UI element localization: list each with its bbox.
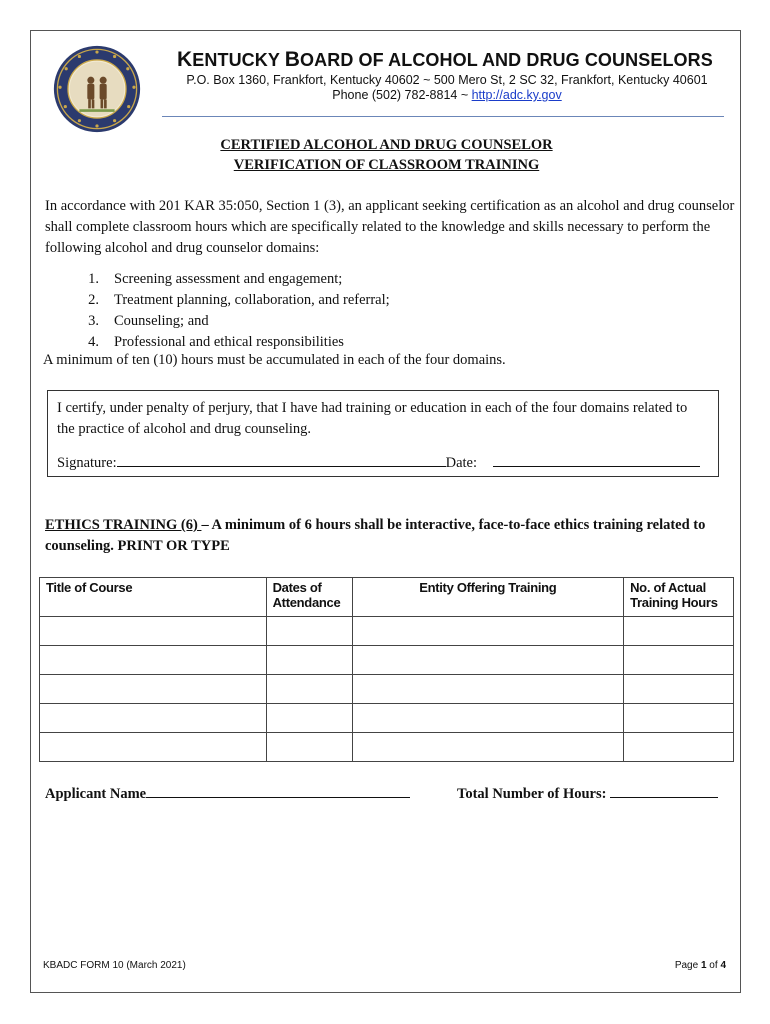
list-item: 3. Counseling; and <box>88 313 209 329</box>
entity-cell[interactable] <box>352 733 624 762</box>
dates-cell[interactable] <box>266 675 352 704</box>
applicant-name-label: Applicant Name <box>45 786 147 802</box>
column-header-dates: Dates of Attendance <box>266 578 352 617</box>
column-header-title: Title of Course <box>40 578 267 617</box>
certification-statement: I certify, under penalty of perjury, that I have had training or education in each of the four domains related to the practice of alcohol and drug counseling. <box>57 400 688 437</box>
table-row <box>40 675 734 704</box>
dates-cell[interactable] <box>266 617 352 646</box>
ethics-training-heading: ETHICS TRAINING (6) – A minimum of 6 hours shall be interactive, face-to-face ethics training related to counseling. PRINT OR TYPE <box>45 517 706 554</box>
applicant-name-row <box>45 783 410 803</box>
signature-field[interactable] <box>117 452 446 467</box>
kentucky-seal-icon <box>53 45 141 133</box>
course-title-cell[interactable] <box>40 617 267 646</box>
domain-list <box>79 269 390 353</box>
entity-cell[interactable] <box>352 617 624 646</box>
hours-cell[interactable] <box>624 617 734 646</box>
hours-cell[interactable] <box>624 704 734 733</box>
hours-cell[interactable] <box>624 646 734 675</box>
minimum-hours-note: A minimum of ten (10) hours must be accumulated in each of the four domains. <box>43 352 506 368</box>
hours-cell[interactable] <box>624 675 734 704</box>
form-page <box>30 30 741 993</box>
entity-cell[interactable] <box>352 646 624 675</box>
signature-label: Signature: <box>57 455 117 471</box>
table-header-row <box>40 578 734 617</box>
board-phone: Phone (502) 782-8814 ~ http://adc.ky.gov <box>332 88 562 102</box>
total-hours-field[interactable] <box>610 783 718 798</box>
board-title: KENTUCKY BOARD OF ALCOHOL AND DRUG COUNSELORS <box>177 48 713 71</box>
date-label: Date: <box>445 455 481 471</box>
table-row <box>40 733 734 762</box>
course-title-cell[interactable] <box>40 646 267 675</box>
list-item: 2. Treatment planning, collaboration, and referral; <box>88 292 390 308</box>
certification-box <box>47 390 719 477</box>
form-id: KBADC FORM 10 (March 2021) <box>43 960 186 971</box>
intro-paragraph: In accordance with 201 KAR 35:050, Section 1 (3), an applicant seeking certification as an alcohol and drug counselor shall complete classroom hours which are specifically related to the knowledge and skills necessary to perform the following alcohol and drug counselor domains: <box>45 198 735 256</box>
header-divider <box>162 116 724 117</box>
dates-cell[interactable] <box>266 704 352 733</box>
course-title-cell[interactable] <box>40 675 267 704</box>
form-title: CERTIFIED ALCOHOL AND DRUG COUNSELOR VERIFICATION OF CLASSROOM TRAINING <box>220 137 553 173</box>
signature-row <box>57 452 700 472</box>
list-item: 1. Screening assessment and engagement; <box>88 271 343 287</box>
dates-cell[interactable] <box>266 646 352 675</box>
table-row <box>40 617 734 646</box>
date-field[interactable] <box>493 452 700 467</box>
page-number: Page 1 of 4 <box>674 960 726 971</box>
entity-cell[interactable] <box>352 675 624 704</box>
table-row <box>40 704 734 733</box>
course-title-cell[interactable] <box>40 733 267 762</box>
total-hours-row <box>457 783 718 803</box>
hours-cell[interactable] <box>624 733 734 762</box>
entity-cell[interactable] <box>352 704 624 733</box>
table-row <box>40 646 734 675</box>
board-address: P.O. Box 1360, Frankfort, Kentucky 40602 ~ 500 Mero St, 2 SC 32, Frankfort, Kentucky 40601 <box>186 73 708 87</box>
course-title-cell[interactable] <box>40 704 267 733</box>
total-hours-label: Total Number of Hours: <box>457 786 611 802</box>
applicant-name-field[interactable] <box>146 783 410 798</box>
column-header-hours: No. of Actual Training Hours <box>624 578 734 617</box>
ethics-course-table <box>39 577 734 762</box>
website-link[interactable]: http://adc.ky.gov <box>471 88 562 102</box>
column-header-entity: Entity Offering Training <box>352 578 624 617</box>
list-item: 4. Professional and ethical responsibilities <box>88 334 344 350</box>
dates-cell[interactable] <box>266 733 352 762</box>
